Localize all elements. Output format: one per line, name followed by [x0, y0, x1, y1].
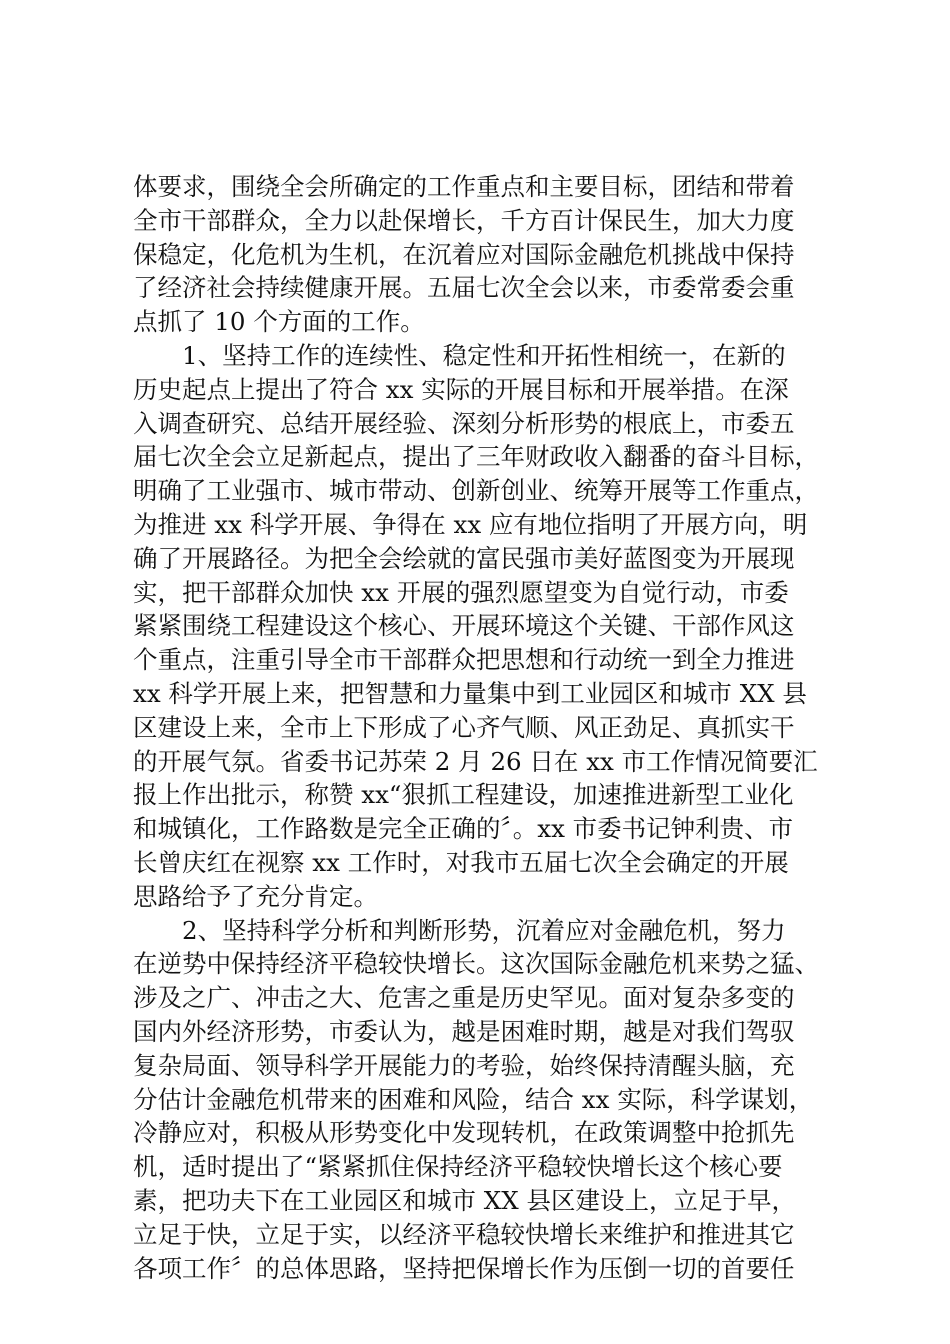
text-line: 个重点，注重引导全市干部群众把思想和行动统一到全力推进	[133, 645, 795, 675]
text-line: 复杂局面、领导科学开展能力的考验，始终保持清醒头脑，充	[133, 1050, 795, 1080]
text-line: 实，把干部群众加快 xx 开展的强烈愿望变为自觉行动，市委	[133, 577, 789, 607]
text-line: 全市干部群众，全力以赴保增长，千方百计保民生，加大力度	[133, 205, 795, 235]
text-line: 各项工作〞的总体思路，坚持把保增长作为压倒一切的首要任	[133, 1253, 795, 1283]
text-line: 的开展气氛。省委书记苏荣 2 月 26 日在 xx 市工作情况简要汇	[133, 746, 818, 776]
text-line: 冷静应对，积极从形势变化中发现转机，在政策调整中抢抓先	[133, 1118, 795, 1148]
text-line: 2、坚持科学分析和判断形势，沉着应对金融危机，努力	[133, 915, 786, 945]
text-line: 1、坚持工作的连续性、稳定性和开拓性相统一，在新的	[133, 340, 786, 370]
text-line: 确了开展路径。为把全会绘就的富民强市美好蓝图变为开展现	[133, 543, 795, 573]
text-line: 思路给予了充分肯定。	[133, 881, 378, 911]
text-line: 机，适时提出了“紧紧抓住保持经济平稳较快增长这个核心要	[133, 1152, 783, 1182]
text-line: 涉及之广、冲击之大、危害之重是历史罕见。面对复杂多变的	[133, 983, 795, 1013]
text-line: 届七次全会立足新起点，提出了三年财政收入翻番的奋斗目标，	[133, 442, 819, 472]
text-line: 保稳定，化危机为生机，在沉着应对国际金融危机挑战中保持	[133, 239, 795, 269]
text-line: 分估计金融危机带来的困难和风险，结合 xx 实际，科学谋划，	[133, 1084, 814, 1114]
text-line: 在逆势中保持经济平稳较快增长。这次国际金融危机来势之猛、	[133, 949, 819, 979]
text-line: 了经济社会持续健康开展。五届七次全会以来，市委常委会重	[133, 273, 795, 303]
text-line: 素，把功夫下在工业园区和城市 XX 县区建设上，立足于早，	[133, 1185, 796, 1215]
text-line: 长曾庆红在视察 xx 工作时，对我市五届七次全会确定的开展	[133, 847, 789, 877]
text-line: 明确了工业强市、城市带动、创新创业、统筹开展等工作重点，	[133, 476, 819, 506]
text-line: 区建设上来，全市上下形成了心齐气顺、风正劲足、真抓实干	[133, 712, 795, 742]
text-line: 和城镇化，工作路数是完全正确的〞。xx 市委书记钟利贵、市	[133, 814, 794, 844]
text-line: 报上作出批示，称赞 xx“狠抓工程建设，加速推进新型工业化	[133, 780, 794, 810]
text-line: 为推进 xx 科学开展、争得在 xx 应有地位指明了开展方向，明	[133, 509, 808, 539]
text-line: 体要求，围绕全会所确定的工作重点和主要目标，团结和带着	[133, 172, 795, 201]
text-line: 紧紧围绕工程建设这个核心、开展环境这个关键、干部作风这	[133, 611, 795, 641]
text-line: 点抓了 10 个方面的工作。	[133, 307, 425, 337]
body-text	[133, 170, 833, 1285]
text-line: 立足于快，立足于实，以经济平稳较快增长来维护和推进其它	[133, 1219, 795, 1249]
text-line: xx 科学开展上来，把智慧和力量集中到工业园区和城市 XX 县	[133, 678, 807, 708]
text-line: 入调查研究、总结开展经验、深刻分析形势的根底上，市委五	[133, 408, 795, 438]
text-line: 历史起点上提出了符合 xx 实际的开展目标和开展举措。在深	[133, 374, 789, 404]
text-line: 国内外经济形势，市委认为，越是困难时期，越是对我们驾驭	[133, 1016, 795, 1046]
